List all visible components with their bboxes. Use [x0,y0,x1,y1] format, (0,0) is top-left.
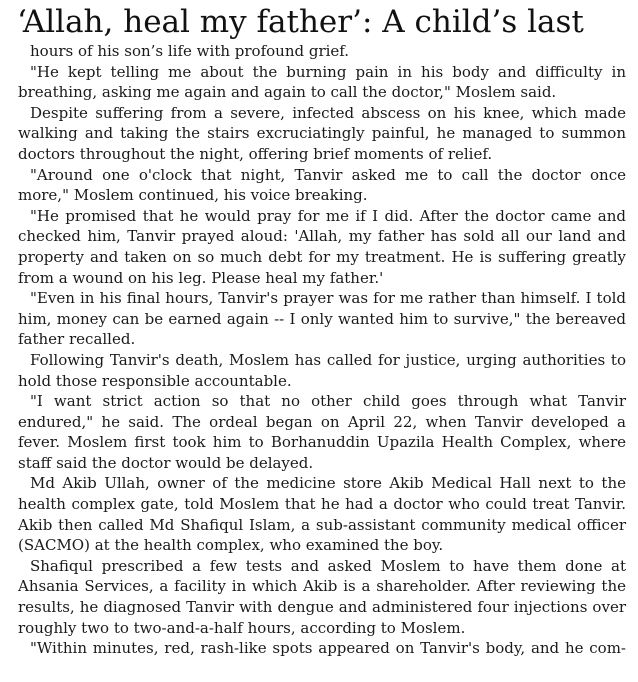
article-body [18,41,626,659]
paragraph: Md Akib Ullah, owner of the medicine store Akib Medical Hall next to the health complex gate, told Moslem that he had a doctor who could treat Tanvir. Akib then called Md Shafiqul Islam, a sub-assistant community medical officer (SACMO) at the health complex, who examined the boy. [18,474,626,555]
paragraph: Shafiqul prescribed a few tests and asked Moslem to have them done at Ahsania Services, a facility in which Akib is a shareholder. After reviewing the results, he diagnosed Tanvir with dengue and administered four injections over roughly two to two-and-a-half hours, according to Moslem. [18,556,626,637]
paragraph: "He promised that he would pray for me if I did. After the doctor came and checked him, Tanvir prayed aloud: 'Allah, my father has sold all our land and property and taken on so much debt for my treatment. He is suffering greatly from a wound on his leg. Please heal my father.' [18,206,626,287]
paragraph: "Within minutes, red, rash-like spots appeared on Tanvir's body, and he com- [30,639,626,658]
paragraph: "Even in his final hours, Tanvir's prayer was for me rather than himself. I told him, money can be earned again -- I only wanted him to survive," the bereaved father recalled. [18,289,626,349]
paragraph: "Around one o'clock that night, Tanvir asked me to call the doctor once more," Moslem continued, his voice breaking. [18,165,626,205]
paragraph: Despite suffering from a severe, infected abscess on his knee, which made walking and taking the stairs excruciatingly painful, he managed to summon doctors throughout the night, offering brief moments of relief. [18,103,626,163]
paragraph: hours of his son’s life with profound grief. [30,42,350,60]
paragraph: "He kept telling me about the burning pain in his body and difficulty in breathing, asking me again and again to call the doctor," Moslem said. [18,62,626,102]
paragraph: Following Tanvir's death, Moslem has called for justice, urging authorities to hold those responsible accountable. [18,350,626,390]
headline: ‘Allah, heal my father’: A child’s last [17,4,584,40]
paragraph: "I want strict action so that no other child goes through what Tanvir endured," he said. The ordeal began on April 22, when Tanvir developed a fever. Moslem first took him to Borhanuddin Upazila Health Complex, where staff said the doctor would be delayed. [18,392,626,472]
